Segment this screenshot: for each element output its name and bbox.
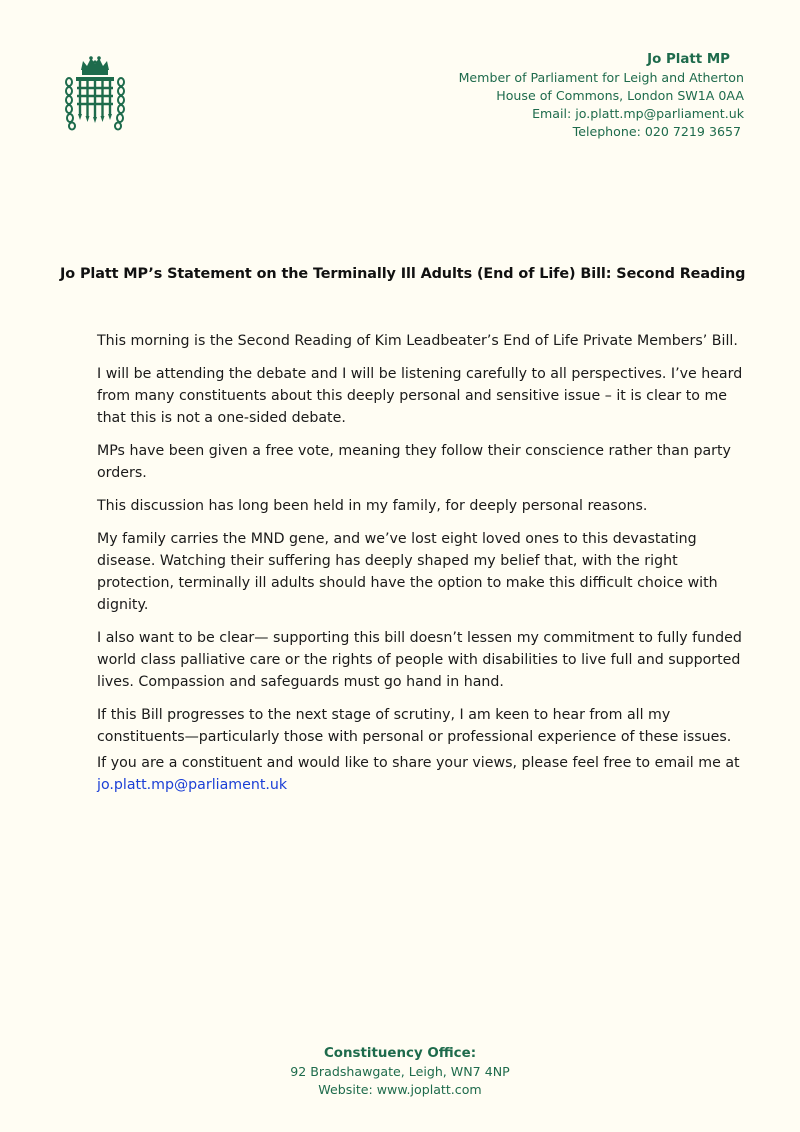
paragraph: I will be attending the debate and I will be listening carefully to all perspectives. I’ve heard from many constituents about this deeply personal and sensitive issue – it is clear to me that this is not a one-sided debate. [97, 366, 743, 426]
paragraph: If this Bill progresses to the next stage of scrutiny, I am keen to hear from all my constituents—particularly those with personal or professional experience of these issues. [97, 707, 732, 745]
footer-website: Website: www.joplatt.com [318, 1082, 482, 1097]
footer-address: 92 Bradshawgate, Leigh, WN7 4NP [290, 1064, 510, 1079]
paragraph: This morning is the Second Reading of Kim Leadbeater’s End of Life Private Members’ Bill. [97, 333, 738, 349]
statement-title: Jo Platt MP’s Statement on the Terminally Ill Adults (End of Life) Bill: Second Reading [60, 266, 746, 282]
contact-paragraph [97, 752, 757, 796]
paragraph: I also want to be clear— supporting this bill doesn’t lessen my commitment to fully funded world class palliative care or the rights of people with disabilities to live full and supported lives. Compassion and safeguards must go hand in hand. [97, 630, 742, 690]
paragraph: This discussion has long been held in my family, for deeply personal reasons. [97, 498, 648, 514]
email-link[interactable]: jo.platt.mp@parliament.uk [97, 777, 288, 793]
contact-text: If you are a constituent and would like to share your views, please feel free to email me at [97, 755, 740, 771]
paragraph: MPs have been given a free vote, meaning they follow their conscience rather than party orders. [97, 443, 731, 481]
telephone-line: Telephone: 020 7219 3657 [572, 124, 741, 139]
address-line: House of Commons, London SW1A 0AA [496, 88, 744, 103]
footer-heading: Constituency Office: [323, 1046, 477, 1061]
statement-body [97, 330, 757, 807]
mp-name: Jo Platt MP [647, 52, 730, 67]
portcullis-crown-icon [62, 56, 128, 132]
constituency-line: Member of Parliament for Leigh and Atherton [458, 70, 744, 85]
letterhead [324, 51, 744, 141]
footer [0, 1045, 800, 1099]
email-line: Email: jo.platt.mp@parliament.uk [532, 106, 744, 121]
paragraph: My family carries the MND gene, and we’ve lost eight loved ones to this devastating disease. Watching their suffering has deeply shaped my belief that, with the right protection, terminally ill adults should have the option to make this difficult choice with dignity. [97, 531, 718, 613]
